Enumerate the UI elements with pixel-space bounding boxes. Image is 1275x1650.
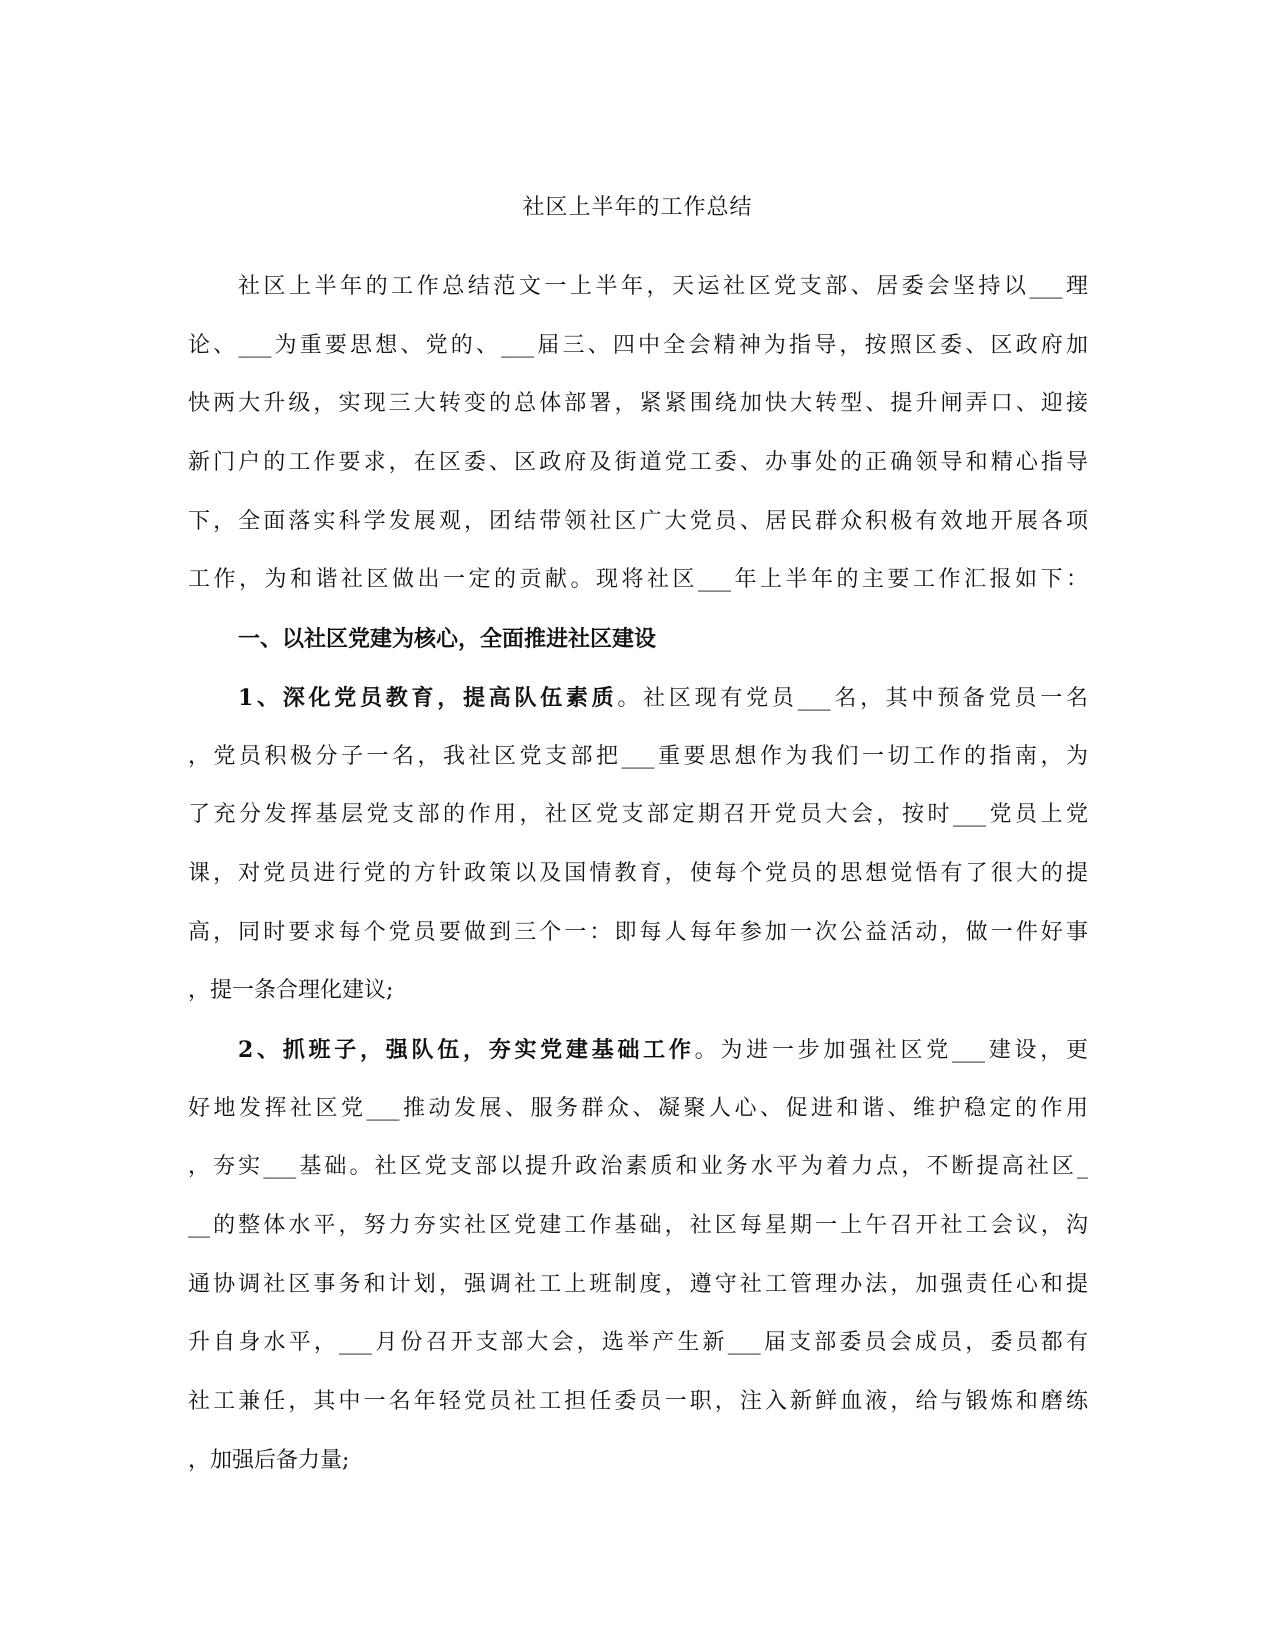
line-text: 社工兼任，其中一名年轻党员社工担任委员一职，注入新鲜血液，给与锻炼和磨练 <box>188 1389 1088 1415</box>
line-text: 快两大升级，实现三大转变的总体部署，紧紧围绕加快大转型、提升闸弄口、迎接 <box>188 391 1088 417</box>
line-text: ，提一条合理化建议; <box>188 978 394 1004</box>
line-text: 新门户的工作要求，在区委、区政府及街道党工委、办事处的正确领导和精心指导 <box>188 450 1088 476</box>
line-text: 。社区现有党员___名，其中预备党员一名 <box>617 685 1088 711</box>
line-text: 高，同时要求每个党员要做到三个一：即每人每年参加一次公益活动，做一件好事 <box>188 919 1088 945</box>
paragraph-line <box>188 1432 1088 1491</box>
paragraph-line <box>188 786 1088 845</box>
paragraph-line <box>188 1373 1088 1432</box>
paragraph-line <box>188 258 1088 317</box>
bold-heading-text: 2、抓班子，强队伍，夯实党建基础工作 <box>238 1036 695 1063</box>
line-text: 课，对党员进行党的方针政策以及国情教育，使每个党员的思想觉悟有了很大的提 <box>188 860 1088 886</box>
line-text: ，夯实___基础。社区党支部以提升政治素质和业务水平为着力点，不断提高社区_ <box>188 1154 1088 1180</box>
paragraph-line <box>188 962 1088 1021</box>
paragraph-line <box>188 1197 1088 1256</box>
paragraph-line <box>188 551 1088 610</box>
line-text: 升自身水平，___月份召开支部大会，选举产生新___届支部委员会成员，委员都有 <box>188 1330 1088 1356</box>
line-text: 通协调社区事务和计划，强调社工上班制度，遵守社工管理办法，加强责任心和提 <box>188 1271 1088 1297</box>
paragraph-line <box>188 493 1088 552</box>
line-text: 了充分发挥基层党支部的作用，社区党支部定期召开党员大会，按时___党员上党 <box>188 802 1088 828</box>
section-heading-line <box>188 669 1088 728</box>
paragraph-line <box>188 1138 1088 1197</box>
paragraph-line <box>188 1256 1088 1315</box>
paragraph-line <box>188 1080 1088 1139</box>
line-text: 。为进一步加强社区党___建设，更 <box>694 1037 1088 1063</box>
paragraph-line <box>188 375 1088 434</box>
section-heading-line <box>188 1021 1088 1080</box>
section-heading-line <box>188 610 1088 669</box>
line-text: ，加强后备力量; <box>188 1447 350 1473</box>
document-title: 社区上半年的工作总结 <box>522 195 753 220</box>
paragraph-line <box>188 1314 1088 1373</box>
paragraph-line <box>188 434 1088 493</box>
paragraph-line <box>188 728 1088 787</box>
line-text: ，党员积极分子一名，我社区党支部把___重要思想作为我们一切工作的指南，为 <box>188 743 1088 769</box>
document-body <box>188 258 1088 1490</box>
paragraph-line <box>188 845 1088 904</box>
line-text: 下，全面落实科学发展观，团结带领社区广大党员、居民群众积极有效地开展各项 <box>188 508 1088 534</box>
line-text: 论、___为重要思想、党的、___届三、四中全会精神为指导，按照区委、区政府加 <box>188 332 1088 358</box>
line-text: __的整体水平，努力夯实社区党建工作基础，社区每星期一上午召开社工会议，沟 <box>188 1213 1088 1238</box>
line-text: 好地发挥社区党___推动发展、服务群众、凝聚人心、促进和谐、维护稳定的作用 <box>188 1095 1088 1121</box>
line-text: 工作，为和谐社区做出一定的贡献。现将社区___年上半年的主要工作汇报如下： <box>188 567 1088 593</box>
paragraph-line <box>188 904 1088 963</box>
bold-heading-text: 1、深化党员教育，提高队伍素质 <box>238 684 618 711</box>
line-text: 社区上半年的工作总结范文一上半年，天运社区党支部、居委会坚持以___理 <box>238 274 1088 299</box>
bold-heading-text: 一、以社区党建为核心，全面推进社区建设 <box>238 626 657 653</box>
paragraph-line <box>188 317 1088 376</box>
